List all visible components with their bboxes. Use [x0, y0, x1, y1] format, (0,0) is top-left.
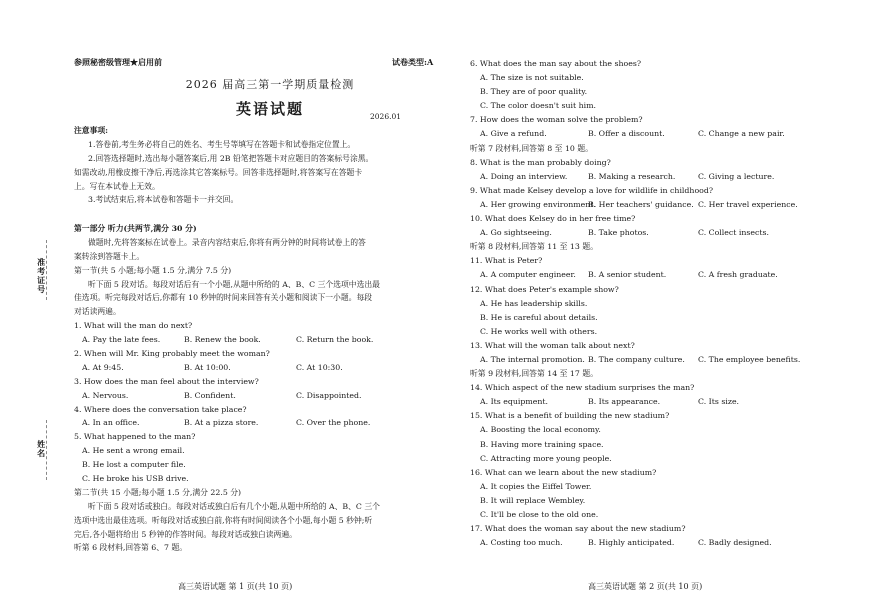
option-b: B. Making a research. [588, 171, 676, 181]
section2-intro-line: 选项中选出最佳选项。听每段对话或独白前,你将有时间阅读各个小题,每小题 5 秒钟;听 [74, 515, 373, 525]
option-c: C. Over the phone. [296, 418, 371, 428]
question-line: 11. What is Peter? [470, 256, 543, 266]
option-row [470, 353, 860, 367]
question-line: 听第 9 段材料,回答第 14 至 17 题。 [470, 369, 598, 379]
question-line: 听第 7 段材料,回答第 8 至 10 题。 [470, 143, 593, 153]
exam-date: 2026.01 [370, 112, 402, 121]
option-line: C. He works well with others. [480, 326, 598, 336]
note-line: 3.考试结束后,将本试卷和答题卡一并交回。 [88, 195, 239, 205]
question-line: 17. What does the woman say about the new stadium? [470, 524, 686, 534]
binding-line [46, 240, 47, 300]
option-a: A. Her growing environment. [480, 199, 596, 209]
question-line: 8. What is the man probably doing? [470, 157, 611, 167]
option-b: B. Confident. [184, 390, 236, 400]
question-line: 15. What is a benefit of building the new stadium? [470, 411, 670, 421]
option-c: C. Badly designed. [698, 538, 772, 548]
option-c: C. Collect insects. [698, 228, 769, 238]
option-a: A. Give a refund. [480, 129, 547, 139]
option-a: A. In an office. [82, 418, 140, 428]
question-line: 听第 8 段材料,回答第 11 至 13 题。 [470, 242, 598, 252]
question-line: 14. Which aspect of the new stadium surprises the man? [470, 383, 695, 393]
section1-heading: 第一节(共 5 小题;每小题 1.5 分,满分 7.5 分) [74, 265, 232, 275]
option-line: A. The size is not suitable. [480, 73, 584, 83]
option-c: C. Change a new pair. [698, 129, 785, 139]
option-b: B. A senior student. [588, 270, 667, 280]
option-line: B. They are of poor quality. [480, 87, 588, 97]
option-line: B. Having more training space. [480, 439, 604, 449]
option-a: A. Its equipment. [480, 397, 549, 407]
option-b: B. Renew the book. [184, 335, 261, 345]
section2-intro-line: 完后,各小题将给出 5 秒钟的作答时间。每段对话或独白读两遍。 [74, 529, 297, 539]
option-row [470, 395, 860, 409]
note-line: 上。写在本试卷上无效。 [74, 181, 160, 191]
question-1-options [74, 333, 436, 347]
option-a: A. A computer engineer. [480, 270, 576, 280]
option-line: A. Boosting the local economy. [480, 425, 601, 435]
question-line: 6. What does the man say about the shoes? [470, 59, 642, 68]
side-label-name: 姓名 [36, 440, 47, 458]
option-line: B. He is careful about details. [480, 312, 598, 322]
notes-section [74, 124, 436, 207]
question-2: 2. When will Mr. King probably meet the woman? [74, 349, 270, 359]
part1-intro-line: 案转涂到答题卡上。 [74, 251, 145, 261]
question-4-options [74, 416, 436, 430]
question-4: 4. Where does the conversation take place? [74, 404, 247, 414]
section1-intro-line: 佳选项。听完每段对话后,你都有 10 秒钟的时间来回答有关小题和阅读下一小题。每段 [74, 293, 373, 303]
option-a: A. Costing too much. [480, 538, 563, 548]
page-footer: 高三英语试题 第 2 页(共 10 页) [588, 582, 703, 591]
option-line: C. Attracting more young people. [480, 453, 612, 463]
option-c: C. Return the book. [296, 335, 374, 345]
option-a: A. Pay the late fees. [82, 335, 161, 345]
question-2-options [74, 361, 436, 375]
confidentiality-label: 参照秘密级管理★启用前 [74, 57, 162, 67]
option-row [470, 198, 860, 212]
option-line: A. He has leadership skills. [480, 298, 588, 308]
option-c: C. Giving a lecture. [698, 171, 775, 181]
option-line: C. It'll be close to the old one. [480, 510, 599, 519]
option-c: C. At 10:30. [296, 362, 343, 372]
section1-intro-line: 对话读两遍。 [74, 307, 121, 317]
page-footer: 高三英语试题 第 1 页(共 10 页) [178, 582, 293, 591]
part1-heading: 第一部分 听力(共两节,满分 30 分) [74, 224, 197, 233]
question-line: 13. What will the woman talk about next? [470, 340, 635, 350]
option-a: A. At 9:45. [82, 362, 124, 372]
exam-title: 2026 届高三第一学期质量检测 [185, 78, 355, 91]
note-line: 1.答卷前,考生务必将自己的姓名、考生号等填写在答题卡和试卷指定位置上。 [88, 139, 356, 149]
option-line: B. It will replace Wembley. [480, 495, 586, 505]
note-line: 2.回答选择题时,选出每小题答案后,用 2B 铅笔把答题卡对应题目的答案标号涂黑。 [88, 153, 374, 163]
option-c: C. The employee benefits. [698, 354, 801, 364]
section2-intro-line: 听下面 5 段对话或独白。每段对话或独白后有几个小题,从题中所给的 A、B、C 三个 [88, 501, 380, 511]
option-row [470, 268, 860, 282]
subject-title: 英语试题 [235, 100, 304, 118]
option-b: B. Her teachers' guidance. [588, 199, 694, 209]
notes-heading: 注意事项: [74, 126, 109, 135]
option-b: B. At 10:00. [184, 362, 231, 372]
question-line: 10. What does Kelsey do in her free time? [470, 214, 636, 224]
question-line: 16. What can we learn about the new stadium? [470, 467, 657, 477]
section1-intro-line: 听下面 5 段对话。每段对话后有一个小题,从题中所给的 A、B、C 三个选项中选出最 [88, 279, 380, 289]
option-c: C. Her travel experience. [698, 199, 798, 209]
question-5: 5. What happened to the man? [74, 432, 196, 442]
option-a: A. Go sightseeing. [480, 228, 552, 238]
question-line: 9. What made Kelsey develop a love for wildlife in childhood? [470, 185, 713, 195]
question-line: 7. How does the woman solve the problem? [470, 115, 643, 125]
option-a: A. Nervous. [82, 390, 129, 400]
option-c: C. Its size. [698, 397, 740, 407]
option-a: A. He sent a wrong email. [82, 446, 185, 456]
right-page [460, 0, 870, 607]
option-b: B. The company culture. [588, 354, 685, 364]
option-c: C. A fresh graduate. [698, 270, 778, 280]
option-b: B. At a pizza store. [184, 418, 259, 428]
part1-intro-line: 做题时,先将答案标在试卷上。录音内容结束后,你将有两分钟的时间将试卷上的答 [88, 237, 366, 247]
option-line: C. The color doesn't suit him. [480, 101, 597, 111]
option-b: B. Highly anticipated. [588, 538, 675, 548]
paper-type-label: 试卷类型:A [392, 57, 434, 67]
section2-last-line: 听第 6 段材料,回答第 6、7 题。 [74, 543, 188, 553]
side-label-exam-number: 准考证号 [36, 258, 47, 294]
section2-heading: 第二节(共 15 小题;每小题 1.5 分,满分 22.5 分) [74, 487, 242, 497]
option-b: B. Take photos. [588, 228, 649, 238]
option-b: B. Its appearance. [588, 397, 661, 407]
option-row [470, 127, 860, 141]
option-line: A. It copies the Eiffel Tower. [480, 481, 592, 491]
option-c: C. He broke his USB drive. [82, 474, 189, 484]
binding-line [46, 420, 47, 480]
option-c: C. Disappointed. [296, 390, 362, 400]
question-1: 1. What will the man do next? [74, 321, 193, 331]
question-line: 12. What does Peter's example show? [470, 284, 619, 294]
note-line: 如需改动,用橡皮擦干净后,再选涂其它答案标号。回答非选择题时,将答案写在答题卡 [74, 167, 363, 177]
option-b: B. He lost a computer file. [82, 460, 186, 470]
option-row [470, 170, 860, 184]
option-b: B. Offer a discount. [588, 129, 665, 139]
option-a: A. The internal promotion. [480, 354, 585, 364]
part1-section [74, 222, 436, 555]
option-row [470, 536, 860, 550]
option-a: A. Doing an interview. [480, 171, 568, 181]
question-3-options [74, 389, 436, 403]
question-3: 3. How does the man feel about the interview? [74, 376, 259, 386]
right-question-list [470, 57, 860, 550]
option-row [470, 226, 860, 240]
